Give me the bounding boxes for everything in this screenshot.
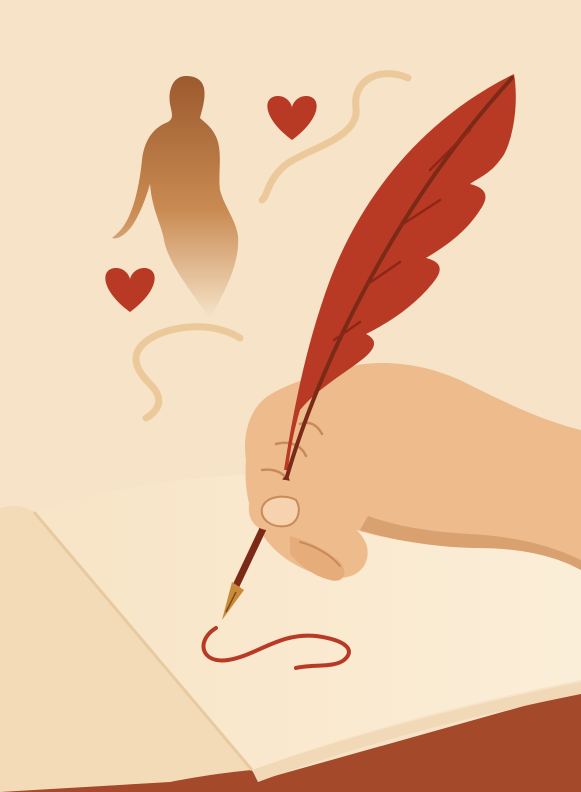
thumbnail (262, 497, 299, 527)
